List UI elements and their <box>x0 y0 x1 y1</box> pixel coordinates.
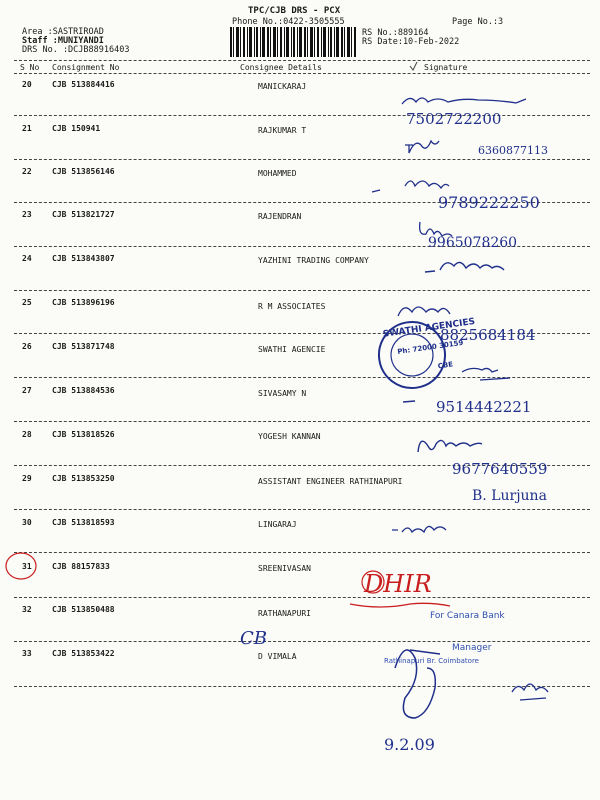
rs-date: RS Date:10-Feb-2022 <box>362 37 460 47</box>
row-sno: 30 <box>22 518 32 527</box>
handwritten-phone-25: 8825684184 <box>440 326 536 344</box>
signature-scribble-26 <box>462 368 510 380</box>
row-consignee: RATHANAPURI <box>258 609 311 618</box>
row-sno: 21 <box>22 124 32 133</box>
row-consignee: RAJKUMAR T <box>258 126 307 135</box>
svg-text:Ph: 72000 30159: Ph: 72000 30159 <box>396 338 464 356</box>
row-sno: 25 <box>22 298 32 307</box>
row-sno: 22 <box>22 167 32 176</box>
handwritten-phone-23: 9965078260 <box>428 235 518 251</box>
row-consignee: LINGARAJ <box>258 520 297 529</box>
row-consignee: SWATHI AGENCIE <box>258 345 326 354</box>
signature-scribble-30 <box>392 526 446 532</box>
row-divider <box>14 465 590 466</box>
column-sno: S No <box>20 63 40 72</box>
row-sno: 28 <box>22 430 32 439</box>
signature-large <box>395 650 440 718</box>
row-consignee: YAZHINI TRADING COMPANY <box>258 256 369 265</box>
row-sno: 20 <box>22 80 32 89</box>
row-sno: 32 <box>22 605 32 614</box>
bank-stamp-name: For Canara Bank <box>430 611 505 621</box>
row-consignment: CJB 513884416 <box>52 80 115 89</box>
row-consignee: RAJENDRAN <box>258 212 302 221</box>
row-sno: 27 <box>22 386 32 395</box>
signature-scribble-22 <box>372 181 449 192</box>
row-consignment: CJB 513896196 <box>52 298 115 307</box>
row-consignment: CJB 513856146 <box>52 167 115 176</box>
header-rule-bottom <box>14 73 590 74</box>
signature-scribble-25 <box>398 307 450 316</box>
row-consignment: CJB 513853250 <box>52 474 115 483</box>
row-consignee: D VIMALA <box>258 652 297 661</box>
row-consignment: CJB 513818526 <box>52 430 115 439</box>
row-consignment: CJB 513884536 <box>52 386 115 395</box>
bank-stamp-branch: Rathinapuri Br. Coimbatore <box>384 657 479 665</box>
row-divider <box>14 115 590 116</box>
row-consignment: CJB 513821727 <box>52 210 115 219</box>
row-consignee: ASSISTANT ENGINEER RATHINAPURI <box>258 477 403 486</box>
row-divider <box>14 159 590 160</box>
row-consignee: R M ASSOCIATES <box>258 302 326 311</box>
row-consignee: MOHAMMED <box>258 169 297 178</box>
signature-scribble-28 <box>418 440 482 452</box>
row-divider <box>14 686 590 687</box>
row-consignment: CJB 513850488 <box>52 605 115 614</box>
row-divider <box>14 552 590 553</box>
handwritten-bottom-note: 9.2.09 <box>384 735 435 754</box>
row-consignment: CJB 513843807 <box>52 254 115 263</box>
row-sno: 29 <box>22 474 32 483</box>
svg-text:SWATHI AGENCIES: SWATHI AGENCIES <box>382 316 476 340</box>
row-divider <box>14 421 590 422</box>
row-sno: 23 <box>22 210 32 219</box>
page-number: Page No.:3 <box>452 17 504 27</box>
signature-dash-27 <box>403 401 415 402</box>
handwritten-phone-27: 9514442221 <box>436 398 532 416</box>
row-sno: 24 <box>22 254 32 263</box>
staff-field: Staff :MUNIYANDI <box>22 36 104 46</box>
row-consignee: MANICKARAJ <box>258 82 307 91</box>
company-stamp <box>375 313 483 392</box>
row-divider <box>14 509 590 510</box>
row-sno: 31 <box>22 562 32 571</box>
row-divider <box>14 246 590 247</box>
row-divider <box>14 333 590 334</box>
handwritten-phone-20: 7502722200 <box>406 110 502 128</box>
handwritten-phone-22: 9789222250 <box>438 193 540 212</box>
row-consignment: CJB 513818593 <box>52 518 115 527</box>
row-consignment: CJB 513871748 <box>52 342 115 351</box>
signature-scribble-21 <box>405 141 439 153</box>
drs-number: DRS No. :DCJB88916403 <box>22 45 130 55</box>
red-underline <box>350 603 450 607</box>
row-divider <box>14 202 590 203</box>
header-rule-top <box>14 60 590 61</box>
handwritten-phone-21: 6360877113 <box>478 144 548 157</box>
barcode <box>230 27 358 57</box>
row-divider <box>14 290 590 291</box>
handwritten-initials-33: CB <box>240 628 267 649</box>
svg-text:CBE: CBE <box>437 360 454 371</box>
phone-number: Phone No.:0422-3505555 <box>232 17 345 27</box>
row-divider <box>14 597 590 598</box>
document-title: TPC/CJB DRS - PCX <box>248 6 341 16</box>
tick-mark <box>410 62 417 70</box>
row-divider <box>14 377 590 378</box>
row-sno: 33 <box>22 649 32 658</box>
row-sno: 26 <box>22 342 32 351</box>
area-field: Area :SASTRIROAD <box>22 27 104 37</box>
signature-scribble-24 <box>425 262 504 272</box>
row-consignee: YOGESH KANNAN <box>258 432 321 441</box>
column-signature: Signature <box>424 63 468 72</box>
signature-scribble-20 <box>402 98 526 104</box>
red-scribble-circle <box>362 571 384 593</box>
row-consignment: CJB 88157833 <box>52 562 110 571</box>
handwritten-signature-29: B. Lurjuna <box>472 488 547 504</box>
row-consignment: CJB 513853422 <box>52 649 115 658</box>
row-consignee: SIVASAMY N <box>258 389 307 398</box>
handwritten-signature-31: DHIR <box>364 570 432 598</box>
column-consignment: Consignment No <box>52 63 120 72</box>
row-divider <box>14 641 590 642</box>
row-consignment: CJB 150941 <box>52 124 101 133</box>
handwritten-phone-28: 9677640559 <box>452 460 548 478</box>
rs-number: RS No.:889164 <box>362 28 429 38</box>
bank-stamp-manager: Manager <box>452 643 492 653</box>
signature-scribble-23 <box>420 222 452 236</box>
row-consignee: SREENIVASAN <box>258 564 311 573</box>
column-consignee: Consignee Details <box>240 63 322 72</box>
